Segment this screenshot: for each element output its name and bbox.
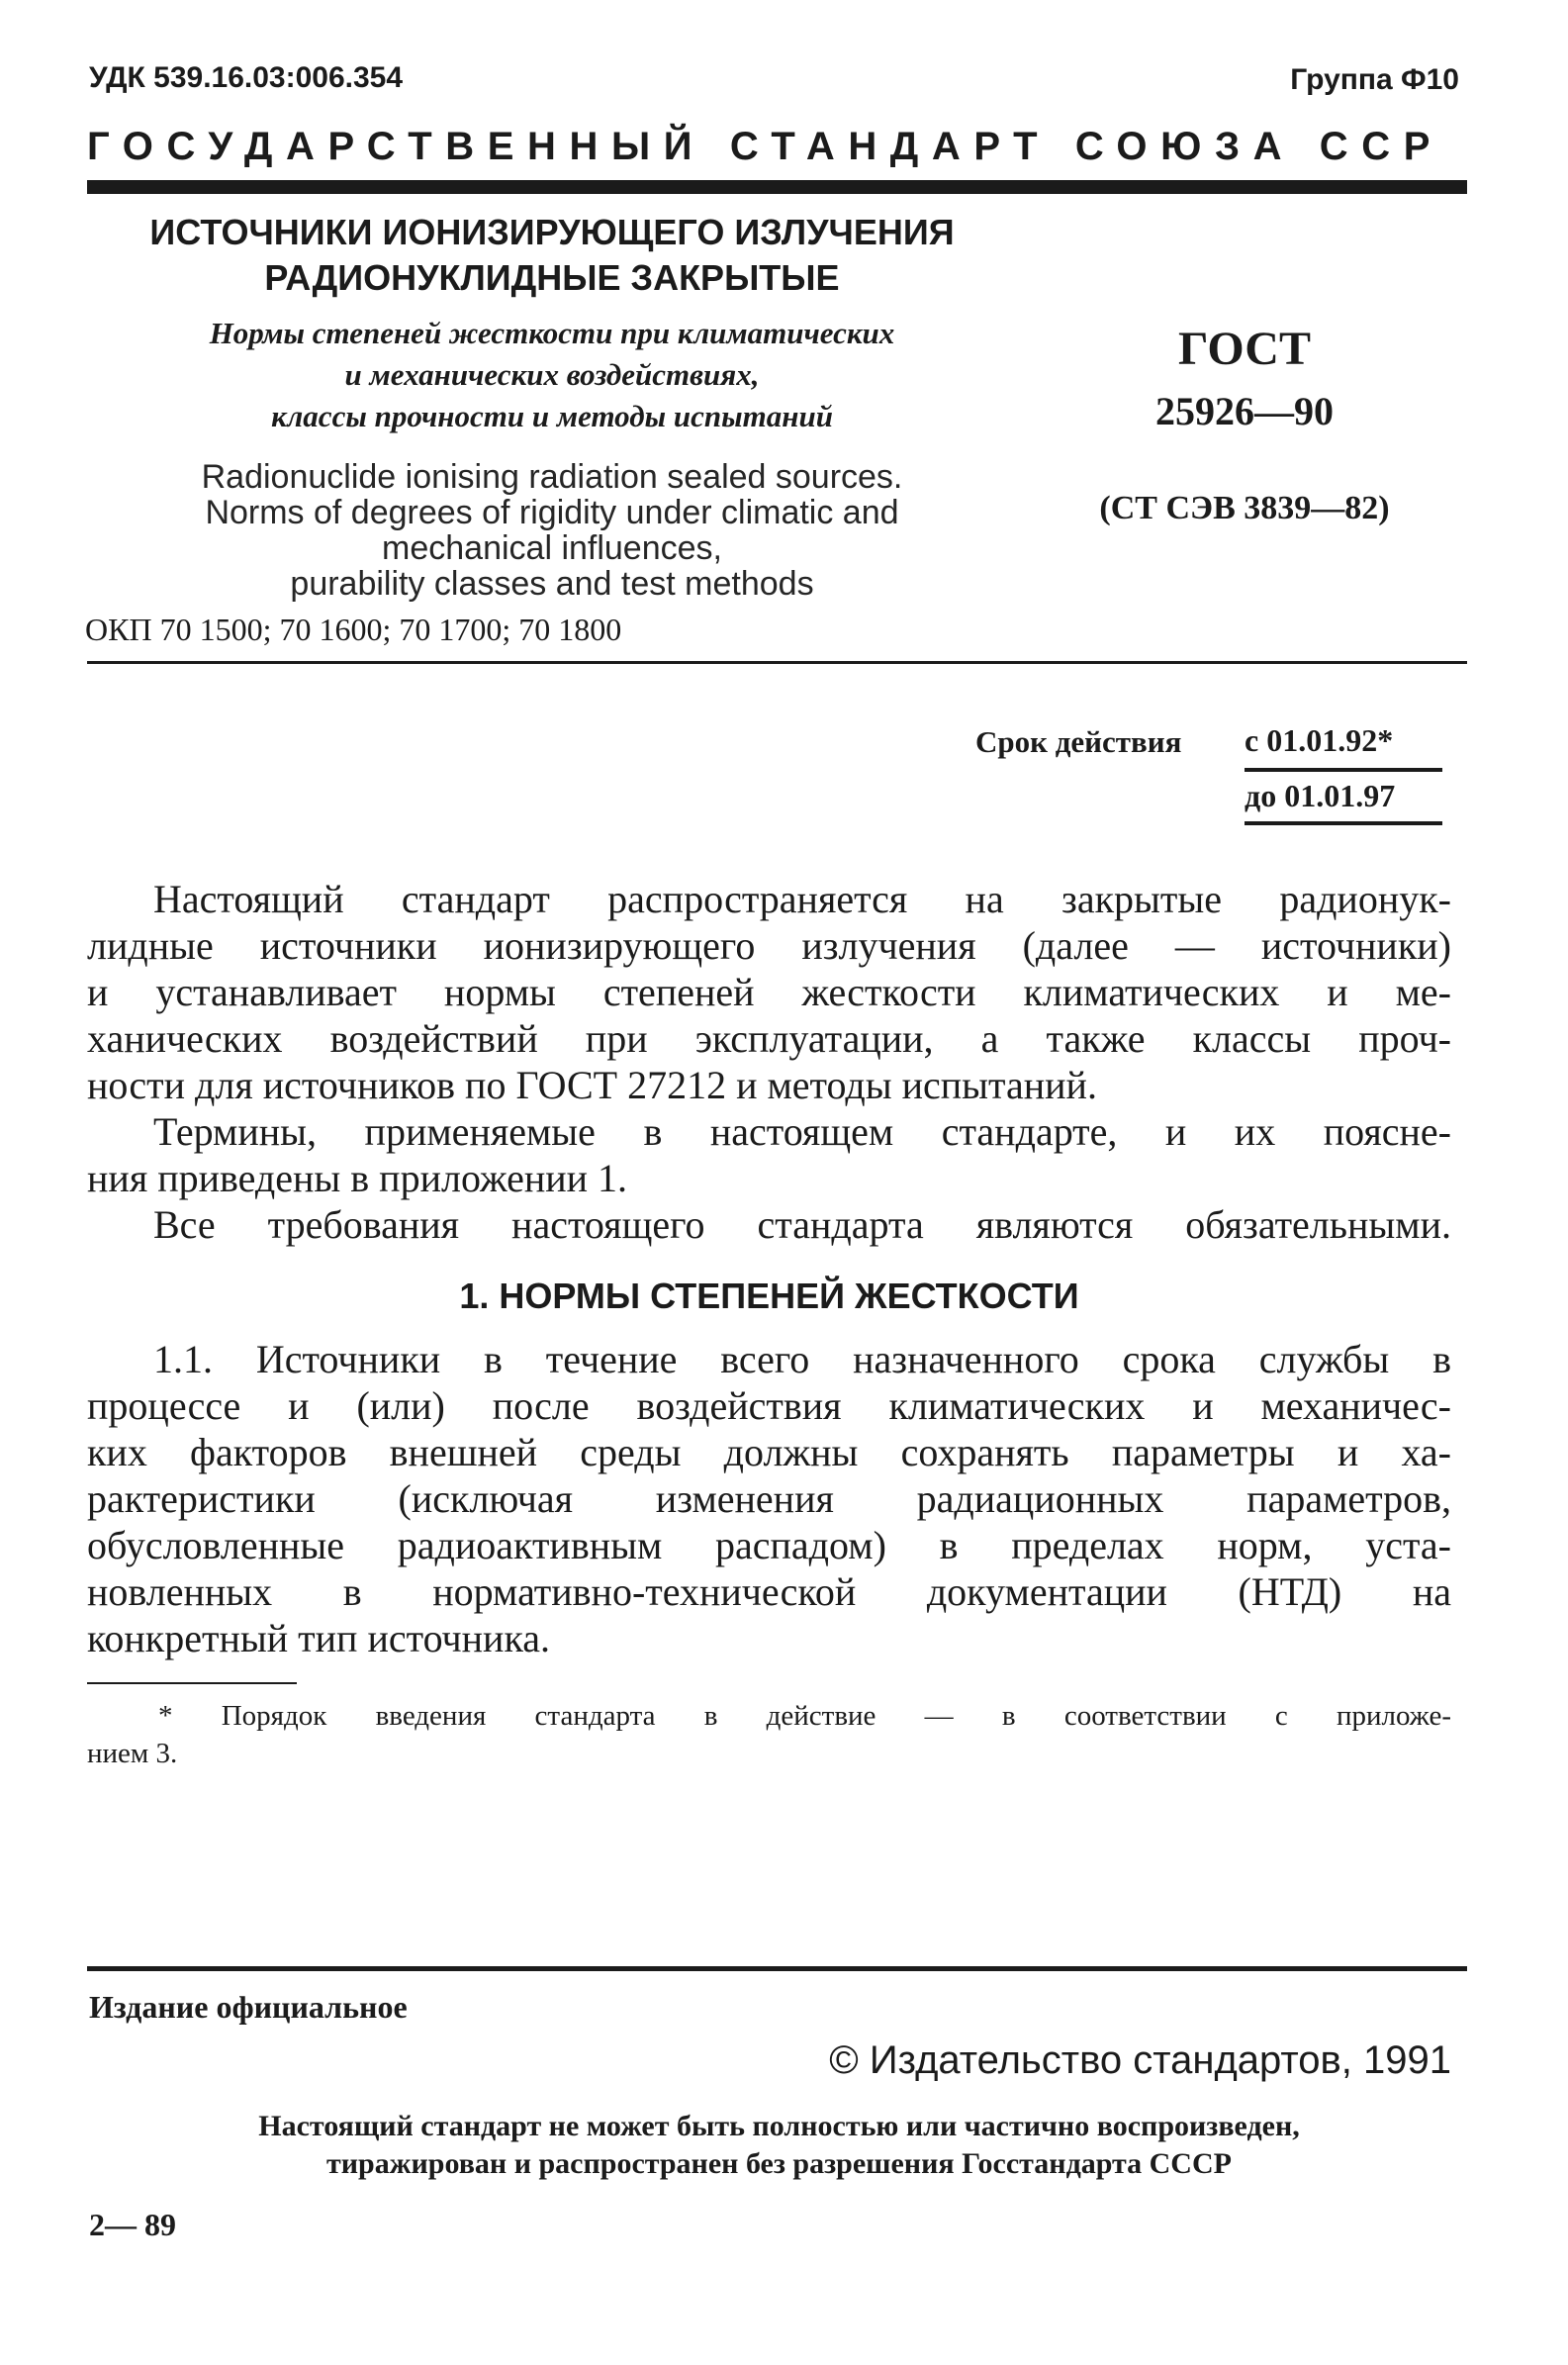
section-line: рактеристики (исключая изменения радиационных параметров, [87,1476,1451,1521]
notice-line-2: тиражирован и распространен без разрешения Госстандарта СССР [326,2147,1232,2180]
subtitle-line: классы прочности и методы испытаний [271,399,833,433]
english-title-line: mechanical influences, [382,529,722,567]
section-line: конкретный тип источника. [87,1616,551,1660]
intro-line: Настоящий стандарт распространяется на закрытые радионук- [153,877,1451,921]
gost-number: 25926—90 [1155,389,1334,433]
subtitle-line: и механических воздействиях, [344,357,760,392]
state-standard-banner: ГОСУДАРСТВЕННЫЙ СТАНДАРТ СОЮЗА ССР [87,125,1444,168]
group-code: Группа Ф10 [1290,63,1459,96]
english-title-line: Radionuclide ionising radiation sealed sources. [201,458,903,496]
title-line-2: РАДИОНУКЛИДНЫЕ ЗАКРЫТЫЕ [264,257,840,298]
standard-subtitle [87,313,1017,437]
gost-label: ГОСТ [1178,323,1311,375]
okp-codes: ОКП 70 1500; 70 1600; 70 1700; 70 1800 [85,612,622,647]
validity-from: с 01.01.92* [1245,722,1394,758]
copyright: © Издательство стандартов, 1991 [829,2038,1451,2082]
footnote-rule [87,1682,297,1684]
intro-line: ханических воздействий при эксплуатации, а также классы проч- [87,1016,1451,1061]
notice-line-1: Настоящий стандарт не может быть полностью или частично воспроизведен, [258,2110,1300,2142]
subtitle-line: Нормы степеней жесткости при климатических [209,316,895,350]
section-line: 1.1. Источники в течение всего назначенного срока службы в [153,1337,1451,1381]
title-bottom-rule [87,661,1467,664]
intro-line: лидные источники ионизирующего излучения (далее — источники) [87,923,1451,968]
udk-code: УДК 539.16.03:006.354 [89,61,404,94]
english-title-line: Norms of degrees of rigidity under climatic and [205,494,899,531]
terms-line: Термины, применяемые в настоящем стандарте, и их поясне- [153,1109,1451,1154]
footnote-line: * Порядок введения стандарта в действие — в соответствии с приложе- [158,1700,1451,1732]
intro-line: ности для источников по ГОСТ 27212 и методы испытаний. [87,1063,1097,1107]
mandatory-requirements: Все требования настоящего стандарта являются обязательными. [153,1202,1451,1247]
validity-label: Срок действия [975,724,1182,759]
cmea-standard: (СТ СЭВ 3839—82) [1099,490,1390,526]
section-heading: 1. НОРМЫ СТЕПЕНЕЙ ЖЕСТКОСТИ [459,1276,1079,1316]
title-line-1: ИСТОЧНИКИ ИОНИЗИРУЮЩЕГО ИЗЛУЧЕНИЯ [149,212,955,252]
section-line: ких факторов внешней среды должны сохранять параметры и ха- [87,1430,1451,1474]
terms-line: ния приведены в приложении 1. [87,1156,628,1200]
section-line: процессе и (или) после воздействия климатических и механичес- [87,1383,1451,1428]
validity-rule-2 [1245,821,1442,825]
reproduction-notice [89,2108,1469,2183]
validity-rule-1 [1245,768,1442,772]
english-title [87,459,1017,602]
intro-line: и устанавливает нормы степеней жесткости климатических и ме- [87,970,1451,1014]
header-rule [87,180,1467,194]
standard-title [87,210,1017,301]
footnote-line: нием 3. [87,1738,178,1769]
section-line: обусловленные радиоактивным распадом) в пределах норм, уста- [87,1523,1451,1567]
official-edition: Издание официальное [89,1989,408,2025]
section-line: новленных в нормативно-технической документации (НТД) на [87,1569,1451,1614]
english-title-line: purability classes and test methods [290,565,814,603]
footer-rule [87,1966,1467,1971]
page-number: 2— 89 [89,2207,176,2242]
validity-to: до 01.01.97 [1245,778,1396,813]
